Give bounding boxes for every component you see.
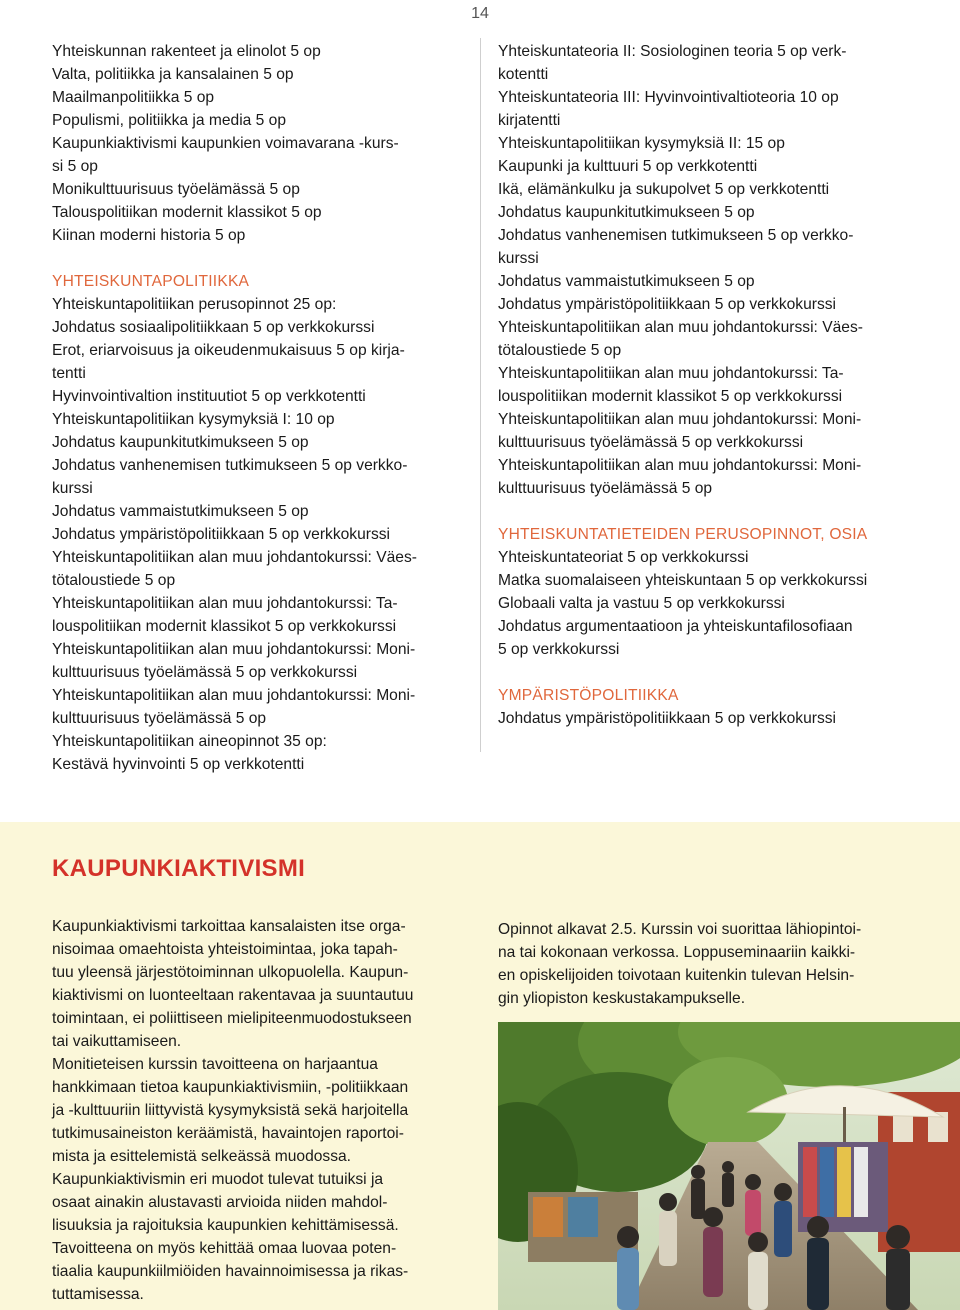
street-market-photo — [498, 1022, 960, 1310]
course-line: Yhteiskuntapolitiikan alan muu johdantokurssi: Moni- — [498, 457, 862, 474]
paragraph-line: gin yliopiston keskustakampukselle. — [498, 990, 746, 1007]
course-line: Johdatus vanhenemisen tutkimukseen 5 op verkko- — [52, 457, 408, 474]
section-heading: YHTEISKUNTATIETEIDEN PERUSOPINNOT, OSIA — [498, 526, 868, 543]
course-line: louspolitiikan modernit klassikot 5 op verkkokurssi — [498, 388, 843, 405]
course-line: Johdatus kaupunkitutkimukseen 5 op — [498, 204, 755, 221]
course-line: tötaloustiede 5 op — [52, 572, 176, 589]
course-line: si 5 op — [52, 158, 98, 175]
paragraph-line: ja -kulttuuriin liittyvistä kysymyksistä sekä harjoitella — [52, 1102, 409, 1119]
paragraph-line: tai vaikuttamiseen. — [52, 1033, 182, 1050]
course-line: Yhteiskuntapolitiikan perusopinnot 25 op: — [52, 296, 337, 313]
section-body-right — [498, 918, 914, 1010]
course-line: tentti — [52, 365, 86, 382]
paragraph-line: osaat ainakin alustavasti arvioida niiden mahdol- — [52, 1194, 388, 1211]
paragraph-line: Tavoitteena on myös kehittää omaa luovaa poten- — [52, 1240, 397, 1257]
course-line: Johdatus sosiaalipolitiikkaan 5 op verkkokurssi — [52, 319, 375, 336]
course-line: Globaali valta ja vastuu 5 op verkkokurssi — [498, 595, 785, 612]
left-course-column — [52, 40, 468, 776]
paragraph — [52, 915, 462, 1053]
course-line: Yhteiskuntapolitiikan alan muu johdantokurssi: Ta- — [52, 595, 398, 612]
course-line: Johdatus vammaistutkimukseen 5 op — [52, 503, 309, 520]
section-heading: YHTEISKUNTAPOLITIIKKA — [52, 273, 250, 290]
paragraph-line: tuu yleensä järjestötoiminnan ulkopuolella. Kaupun- — [52, 964, 409, 981]
course-line: Monikulttuurisuus työelämässä 5 op — [52, 181, 300, 198]
paragraph-line: kiaktivismi on luonteeltaan rakentavaa ja suuntautuu — [52, 987, 414, 1004]
paragraph — [52, 1053, 462, 1168]
course-line: Kestävä hyvinvointi 5 op verkkotentti — [52, 756, 305, 773]
course-line: kirjatentti — [498, 112, 561, 129]
course-line: Kiinan moderni historia 5 op — [52, 227, 246, 244]
course-line: Johdatus ympäristöpolitiikkaan 5 op verkkokurssi — [498, 710, 837, 727]
course-line: Populismi, politiikka ja media 5 op — [52, 112, 287, 129]
course-line: Yhteiskuntateoria III: Hyvinvointivaltioteoria 10 op — [498, 89, 839, 106]
spacer — [498, 500, 914, 523]
course-line: Johdatus kaupunkitutkimukseen 5 op — [52, 434, 309, 451]
column-divider — [480, 38, 481, 752]
course-line: Talouspolitiikan modernit klassikot 5 op — [52, 204, 322, 221]
paragraph-line: toimintaan, ei poliittiseen mielipiteenmuodostukseen — [52, 1010, 412, 1027]
course-line: Matka suomalaiseen yhteiskuntaan 5 op verkkokurssi — [498, 572, 868, 589]
paragraph-line: na tai kokonaan verkossa. Loppuseminaariin kaikki- — [498, 944, 856, 961]
paragraph-line: Kaupunkiaktivismin eri muodot tulevat tutuiksi ja — [52, 1171, 384, 1188]
course-line: kulttuurisuus työelämässä 5 op verkkokurssi — [52, 664, 358, 681]
paragraph — [52, 1168, 462, 1306]
course-line: Yhteiskuntapolitiikan alan muu johdantokurssi: Väes- — [52, 549, 417, 566]
course-line: Yhteiskunnan rakenteet ja elinolot 5 op — [52, 43, 321, 60]
paragraph-line: tutkimusaineiston keräämistä, havaintojen raportoi- — [52, 1125, 404, 1142]
course-line: Johdatus vanhenemisen tutkimukseen 5 op verkko- — [498, 227, 854, 244]
paragraph-line: Monitieteisen kurssin tavoitteena on harjaantua — [52, 1056, 378, 1073]
paragraph-line: en opiskelijoiden toivotaan kuitenkin tulevan Helsin- — [498, 967, 855, 984]
course-line: Yhteiskuntapolitiikan alan muu johdantokurssi: Ta- — [498, 365, 844, 382]
paragraph-line: tuttamisessa. — [52, 1286, 144, 1303]
section-heading: YMPÄRISTÖPOLITIIKKA — [498, 687, 679, 704]
course-line: Kaupunkiaktivismi kaupunkien voimavarana -kurs- — [52, 135, 399, 152]
spacer — [498, 661, 914, 684]
course-line: Valta, politiikka ja kansalainen 5 op — [52, 66, 294, 83]
course-line: Ikä, elämänkulku ja sukupolvet 5 op verkkotentti — [498, 181, 830, 198]
spacer — [52, 247, 468, 270]
course-line: Yhteiskuntapolitiikan kysymyksiä I: 10 op — [52, 411, 335, 428]
course-line: Kaupunki ja kulttuuri 5 op verkkotentti — [498, 158, 758, 175]
section-title: KAUPUNKIAKTIVISMI — [52, 855, 306, 882]
paragraph-line: Kaupunkiaktivismi tarkoittaa kansalaisten itse orga- — [52, 918, 406, 935]
course-line: Yhteiskuntapolitiikan alan muu johdantokurssi: Moni- — [498, 411, 862, 428]
course-line: Johdatus ympäristöpolitiikkaan 5 op verkkokurssi — [52, 526, 391, 543]
paragraph-line: hankkimaan tietoa kaupunkiaktivismiin, -politiikkaan — [52, 1079, 409, 1096]
section-body-left — [52, 915, 462, 1306]
course-line: Yhteiskuntapolitiikan aineopinnot 35 op: — [52, 733, 327, 750]
paragraph-line: mista ja esittelemistä selkeässä muodossa. — [52, 1148, 352, 1165]
course-line: Yhteiskuntapolitiikan alan muu johdantokurssi: Väes- — [498, 319, 863, 336]
course-line: Johdatus vammaistutkimukseen 5 op — [498, 273, 755, 290]
course-line: Yhteiskuntapolitiikan alan muu johdantokurssi: Moni- — [52, 687, 416, 704]
paragraph-line: tiaalia kaupunkiilmiöiden havainnoimisessa ja rikas- — [52, 1263, 409, 1280]
paragraph-line: nisoimaa omaehtoista yhteistoimintaa, joka tapah- — [52, 941, 398, 958]
course-line: louspolitiikan modernit klassikot 5 op verkkokurssi — [52, 618, 397, 635]
course-line: kurssi — [498, 250, 539, 267]
course-line: kurssi — [52, 480, 93, 497]
course-line: Johdatus ympäristöpolitiikkaan 5 op verkkokurssi — [498, 296, 837, 313]
right-course-column — [498, 40, 914, 730]
course-line: tötaloustiede 5 op — [498, 342, 622, 359]
course-line: Yhteiskuntapolitiikan kysymyksiä II: 15 op — [498, 135, 785, 152]
paragraph-line: lisuuksia ja rajoituksia kaupunkien kehittämisessä. — [52, 1217, 399, 1234]
course-line: kotentti — [498, 66, 549, 83]
course-line: Yhteiskuntateoria II: Sosiologinen teoria 5 op verk- — [498, 43, 847, 60]
course-line: Erot, eriarvoisuus ja oikeudenmukaisuus 5 op kirja- — [52, 342, 405, 359]
course-line: Hyvinvointivaltion instituutiot 5 op verkkotentti — [52, 388, 366, 405]
course-line: Yhteiskuntateoriat 5 op verkkokurssi — [498, 549, 749, 566]
page-number: 14 — [471, 5, 489, 22]
course-line: kulttuurisuus työelämässä 5 op verkkokurssi — [498, 434, 804, 451]
course-line: 5 op verkkokurssi — [498, 641, 620, 658]
course-line: Johdatus argumentaatioon ja yhteiskuntafilosofiaan — [498, 618, 853, 635]
course-line: Maailmanpolitiikka 5 op — [52, 89, 215, 106]
course-line: Yhteiskuntapolitiikan alan muu johdantokurssi: Moni- — [52, 641, 416, 658]
course-line: kulttuurisuus työelämässä 5 op — [498, 480, 713, 497]
course-line: kulttuurisuus työelämässä 5 op — [52, 710, 267, 727]
paragraph-line: Opinnot alkavat 2.5. Kurssin voi suorittaa lähiopintoi- — [498, 921, 862, 938]
